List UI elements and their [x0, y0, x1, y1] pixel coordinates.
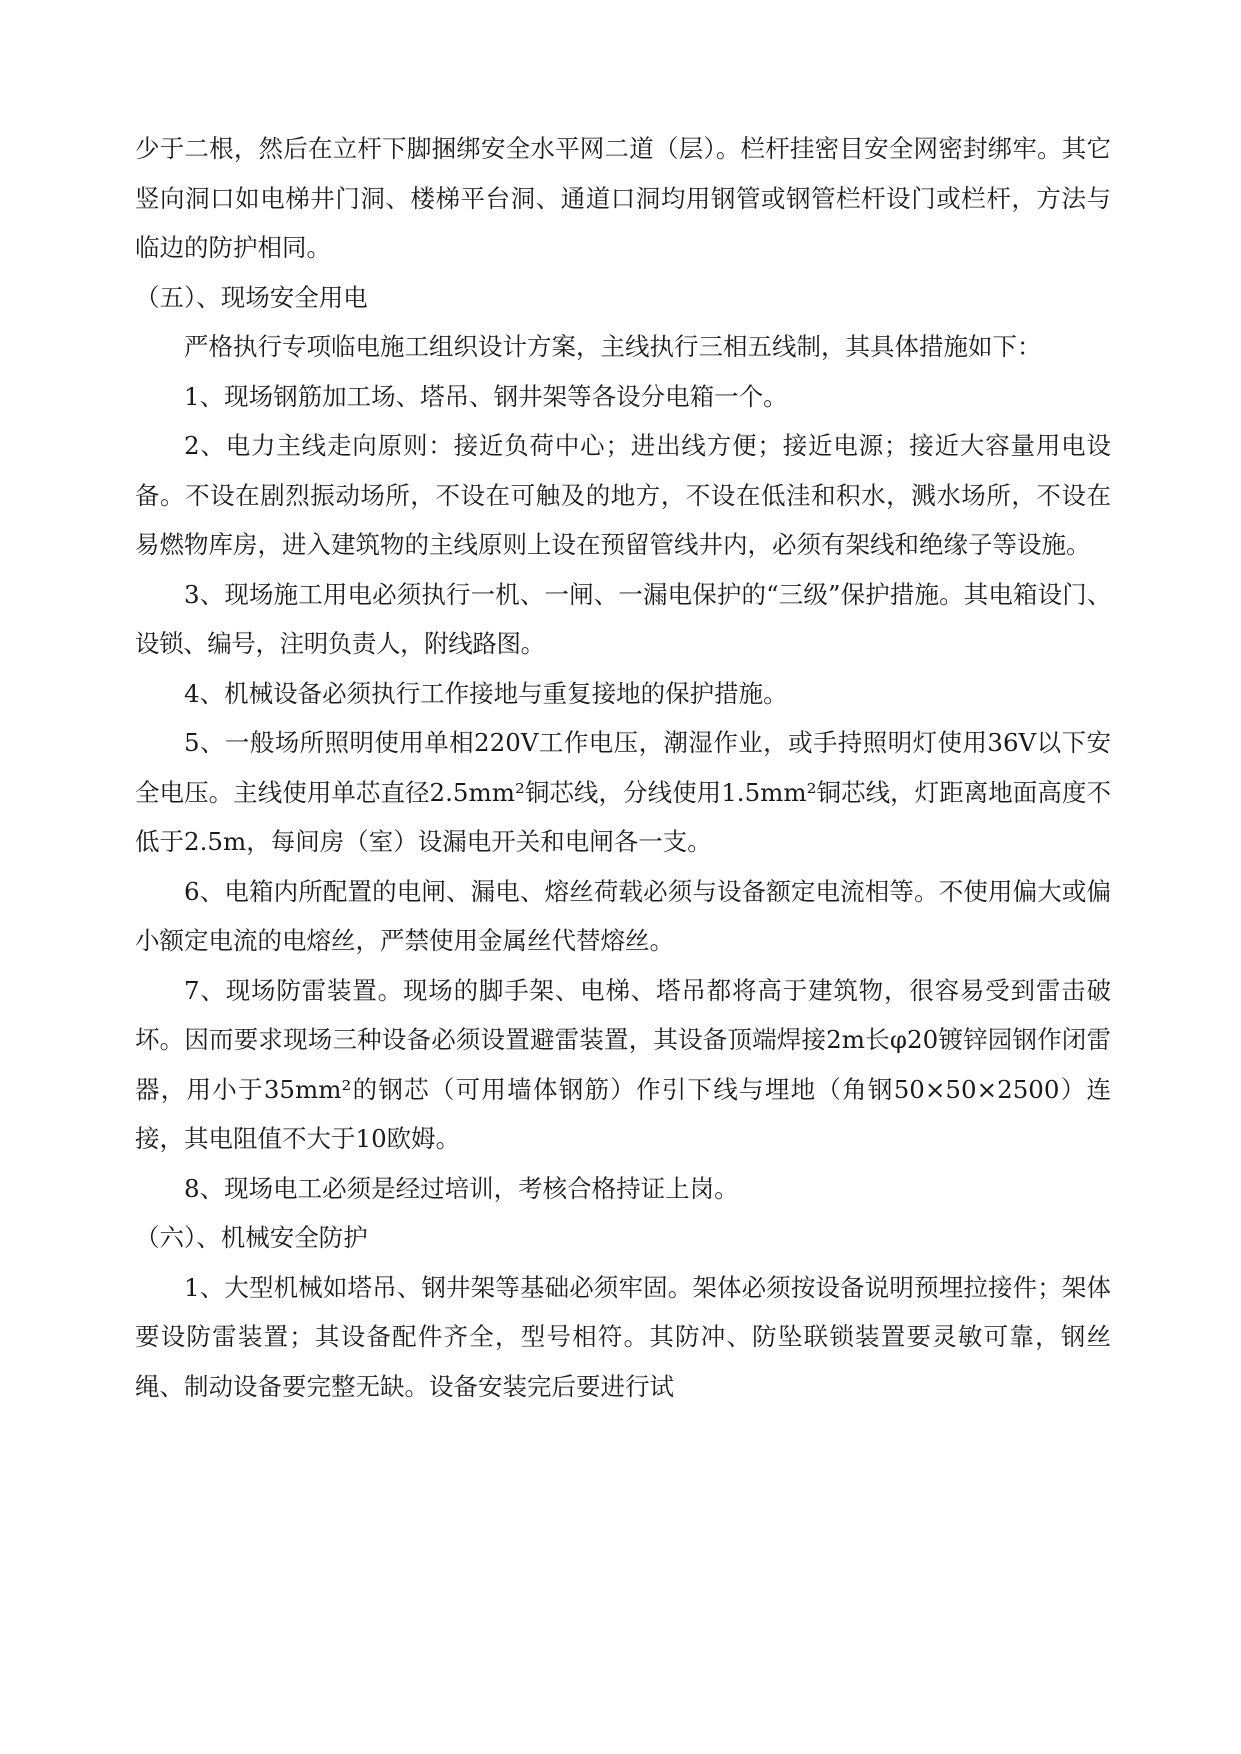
paragraph-item-8: 8、现场电工必须是经过培训，考核合格持证上岗。 [184, 1173, 739, 1203]
paragraph-intro: 严格执行专项临电施工组织设计方案，主线执行三相五线制，其具体措施如下： [184, 332, 1042, 361]
section-heading-5: （五）、现场安全用电 [135, 282, 368, 312]
paragraph-item-6: 6、电箱内所配置的电闸、漏电、熔丝荷载必须与设备额定电流相等。不使用偏大或偏小额定电流的电熔丝，严禁使用金属丝代替熔丝。 [135, 876, 1111, 955]
paragraph-item-3: 3、现场施工用电必须执行一机、一闸、一漏电保护的“三级”保护措施。其电箱设门、设锁、编号，注明负责人，附线路图。 [135, 579, 1111, 658]
paragraph-item-2: 2、电力主线走向原则：接近负荷中心；进出线方便；接近电源；接近大容量用电设备。不设在剧烈振动场所，不设在可触及的地方，不设在低洼和积水，溅水场所，不设在易燃物库房，进入建筑物的主线原则上设在预留管线井内，必须有架线和绝缘子等设施。 [135, 431, 1111, 559]
section-heading-6: （六）、机械安全防护 [135, 1223, 368, 1252]
paragraph-item-7: 7、现场防雷装置。现场的脚手架、电梯、塔吊都将高于建筑物，很容易受到雷击破坏。因而要求现场三种设备必须设置避雷装置，其设备顶端焊接2m长φ20镀锌园钢作闭雷器，用小于35mm²的钢芯（可用墙体钢筋）作引下线与埋地（角钢50×50×2500）连接，其电阻值不大于10欧姆。 [135, 975, 1111, 1153]
paragraph-item-1: 1、现场钢筋加工场、塔吊、钢井架等各设分电箱一个。 [184, 381, 788, 411]
paragraph-item-4: 4、机械设备必须执行工作接地与重复接地的保护措施。 [184, 678, 788, 708]
document-page [135, 124, 1111, 1411]
paragraph-item-5: 5、一般场所照明使用单相220V工作电压，潮湿作业，或手持照明灯使用36V以下安全电压。主线使用单芯直径2.5mm²铜芯线，分线使用1.5mm²铜芯线，灯距离地面高度不低于2.5m，每间房（室）设漏电开关和电闸各一支。 [135, 728, 1111, 856]
paragraph-continuation: 少于二根，然后在立杆下脚捆绑安全水平网二道（层）。栏杆挂密目安全网密封绑牢。其它竖向洞口如电梯井门洞、楼梯平台洞、通道口洞均用钢管或钢管栏杆设门或栏杆，方法与临边的防护相同。 [135, 134, 1111, 262]
paragraph-machine-item-1: 1、大型机械如塔吊、钢井架等基础必须牢固。架体必须按设备说明预埋拉接件；架体要设防雷装置；其设备配件齐全，型号相符。其防冲、防坠联锁装置要灵敏可靠，钢丝绳、制动设备要完整无缺。设备安装完后要进行试 [135, 1272, 1111, 1401]
